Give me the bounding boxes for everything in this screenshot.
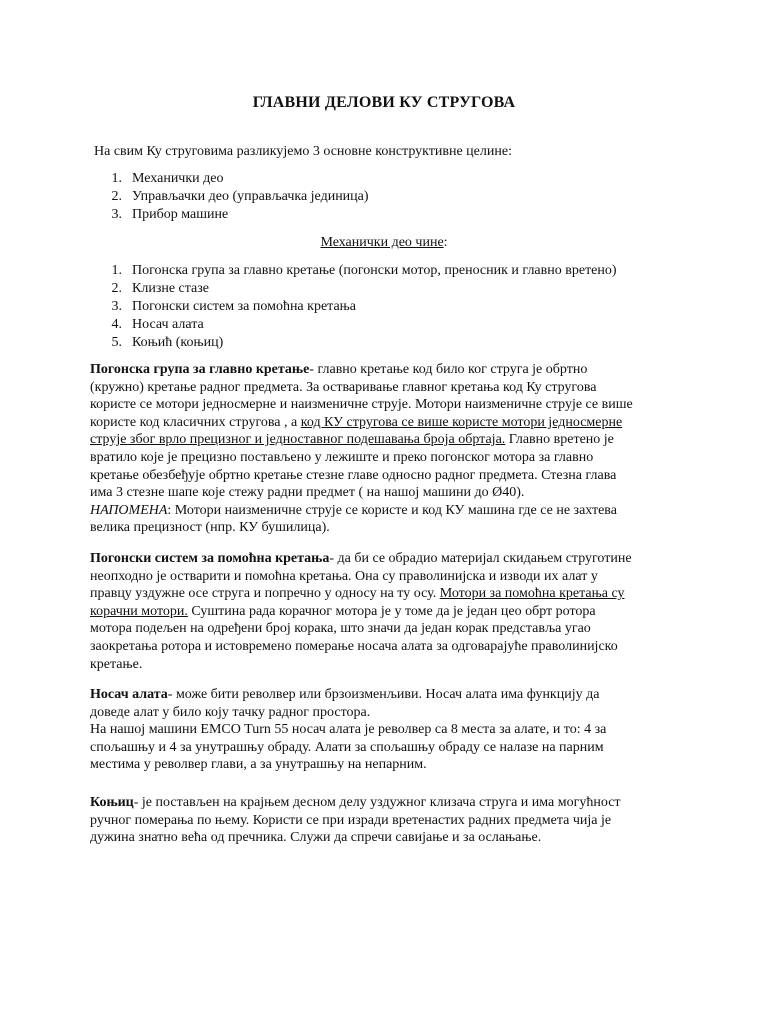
term-heading: Погонска група за главно кретање xyxy=(90,362,310,377)
paragraph-main-drive: Погонска група за главно кретање- главно кретање код било ког струга је обртно (кружно) кретање радног предмета. За остваривање главног кретања код Ку стругова користе се мотори једносмерне и наизменичне струје. Мотори наизменичне струје се више користе код класичних стругова , а код КУ стругова се више користе мотори једносмерне струје због врло прецизног и једноставног подешавања броја обртаја. Главно вретено је вратило које је прецизно постављено у лежиште и преко погонског мотора за главно кретање обезбеђује обртно кретање стезне главе односно радног предмета. Стезна глава има 3 стезне шапе које стежу радни предмет ( на нашој машини до Ø40). НАПОМЕНА: Мотори наизменичне струје се користе и код КУ машина где се не захтева велика прецизност (нпр. КУ бушилица). xyxy=(90,362,633,536)
paragraph-tool-holder: Носач алата- може бити револвер или брзоизменљиви. Носач алата има функцију да доведе алат у било коју тачку радног простора. На нашој машини EMCO Turn 55 носач алата је револвер са 8 места за алате, и то: 4 за спољашњу и 4 за унутрашњу обраду. Алати за спољашњу обраду се налазе на парним местима у револвер глави, а за унутрашњу на непарним. xyxy=(90,687,607,773)
section-subtitle: Механички део чине: xyxy=(320,235,448,250)
list-item: 1. Механички део xyxy=(111,171,224,186)
term-heading: Коњиц xyxy=(90,795,134,810)
list-item: 3. Прибор машине xyxy=(111,207,229,222)
list-item: 2. Клизне стазе xyxy=(111,281,210,296)
page-title: ГЛАВНИ ДЕЛОВИ КУ СТРУГОВА xyxy=(252,94,516,111)
list-item: 3. Погонски систем за помоћна кретања xyxy=(111,299,357,314)
list-item: 5. Коњић (коњиц) xyxy=(111,335,224,350)
paragraph-auxiliary-drive: Погонски систем за помоћна кретања- да би се обрадио материјал скидањем струготине неопходно је остварити и помоћна кретања. Она су праволинијска и изводи их алат у правцу уздужне осе струга и попречно у односу на ту осу. Мотори за помоћна кретања су корачни мотори. Суштина рада корачног мотора је у томе да је један цео обрт ротора мотора подељен на одређени број корака, што значи да један корак представља угао заокретања ротора и истовремено померање носача алата за одговарајуће праволинијско кретање. xyxy=(90,551,632,672)
list-item: 4. Носач алата xyxy=(111,317,204,332)
main-parts-list xyxy=(98,170,369,224)
term-heading: Носач алата xyxy=(90,687,168,702)
list-item: 1. Погонска група за главно кретање (погонски мотор, преносник и главно вретено) xyxy=(111,263,617,278)
note-label: НАПОМЕНА xyxy=(90,502,168,518)
term-heading: Погонски систем за помоћна кретања xyxy=(90,551,330,566)
intro-text: На свим Ку струговима разликујемо 3 основне конструктивне целине: xyxy=(94,144,512,159)
paragraph-tailstock: Коњиц- је постављен на крајњем десном делу уздужног клизача струга и има могућност ручног померања по њему. Користи се при изради вретенастих радних предмета чија је дужина знатно већа од пречника. Служи да спречи савијање и за ослањање. xyxy=(90,795,621,846)
list-item: 2. Управљачки део (управљачка јединица) xyxy=(111,189,369,204)
mechanical-parts-list xyxy=(98,262,617,352)
